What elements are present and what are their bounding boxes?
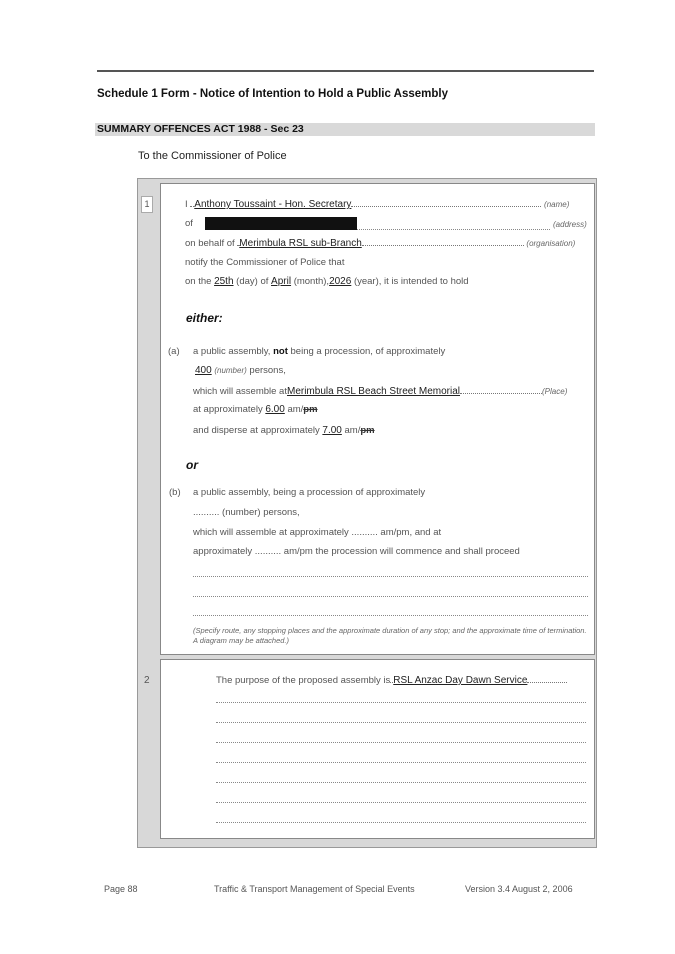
option-b-label: (b): [169, 487, 181, 498]
number-field[interactable]: 400: [195, 365, 212, 376]
either-heading: either:: [186, 311, 223, 325]
purpose-line-4[interactable]: [216, 742, 586, 743]
org-line: on behalf of Merimbula RSL sub-Branch (organisation): [185, 238, 576, 249]
purpose-line-6[interactable]: [216, 782, 586, 783]
purpose-line: The purpose of the proposed assembly is RSL Anzac Day Dawn Service: [216, 674, 567, 686]
option-b-approx-line: approximately .......... am/pm the procession will commence and shall proceed: [193, 546, 520, 557]
addressee: To the Commissioner of Police: [138, 150, 287, 162]
route-line-1[interactable]: [193, 576, 588, 577]
name-line: I Anthony Toussaint - Hon. Secretary (name): [185, 199, 570, 210]
purpose-line-5[interactable]: [216, 762, 586, 763]
organisation-field[interactable]: Merimbula RSL sub-Branch: [239, 238, 362, 249]
section-2-box: [160, 659, 595, 839]
section-2-number: 2: [144, 675, 150, 686]
purpose-field[interactable]: RSL Anzac Day Dawn Service: [393, 675, 528, 686]
start-time-line: at approximately 6.00 am/pm: [193, 404, 318, 415]
purpose-line-2[interactable]: [216, 702, 586, 703]
option-a-line: a public assembly, not being a procession, of approximately: [193, 346, 446, 357]
option-b-number-line: .......... (number) persons,: [193, 507, 300, 518]
act-heading: SUMMARY OFFENCES ACT 1988 - Sec 23: [97, 123, 304, 135]
route-line-2[interactable]: [193, 596, 588, 597]
address-line: of: [185, 218, 193, 229]
notify-line: notify the Commissioner of Police that: [185, 257, 345, 268]
purpose-line-8[interactable]: [216, 822, 586, 823]
act-heading-bar: [95, 123, 595, 136]
form-title: Schedule 1 Form - Notice of Intention to Hold a Public Assembly: [97, 88, 449, 100]
route-line-3[interactable]: [193, 615, 588, 616]
year-field[interactable]: 2026: [329, 276, 352, 287]
address-dots: [357, 229, 550, 230]
month-field[interactable]: April: [271, 276, 292, 287]
number-line: 400 (number) persons,: [195, 365, 286, 376]
footer-title: Traffic & Transport Management of Special Events: [214, 884, 415, 894]
date-line: on the 25th (day) of April (month),2026 (year), it is intended to hold: [185, 276, 469, 287]
purpose-line-7[interactable]: [216, 802, 586, 803]
end-time-line: and disperse at approximately 7.00 am/pm: [193, 425, 375, 436]
place-line: which will assemble atMerimbula RSL Beach Street Memorial (Place): [193, 386, 568, 397]
footer-page: Page 88: [104, 884, 138, 894]
section-1-box: [160, 183, 595, 655]
option-a-label: (a): [168, 346, 180, 357]
footer-version: Version 3.4 August 2, 2006: [465, 884, 573, 894]
place-field[interactable]: Merimbula RSL Beach Street Memorial: [286, 386, 461, 397]
redacted-address: [205, 217, 357, 230]
route-instructions: (Specify route, any stopping places and the approximate duration of any stop; and the approximate time of termination. A diagram may be attached.): [193, 626, 587, 645]
top-rule: [97, 70, 594, 72]
address-hint: (address): [553, 220, 587, 229]
name-field[interactable]: Anthony Toussaint - Hon. Secretary: [194, 199, 352, 210]
purpose-line-3[interactable]: [216, 722, 586, 723]
start-time-field[interactable]: 6.00: [265, 404, 285, 415]
day-field[interactable]: 25th: [214, 276, 234, 287]
or-heading: or: [186, 458, 198, 472]
option-b-assemble-line: which will assemble at approximately .......... am/pm, and at: [193, 527, 442, 538]
section-1-number: 1: [141, 196, 153, 213]
option-b-line: a public assembly, being a procession of approximately: [193, 487, 426, 498]
end-time-field[interactable]: 7.00: [322, 425, 342, 436]
